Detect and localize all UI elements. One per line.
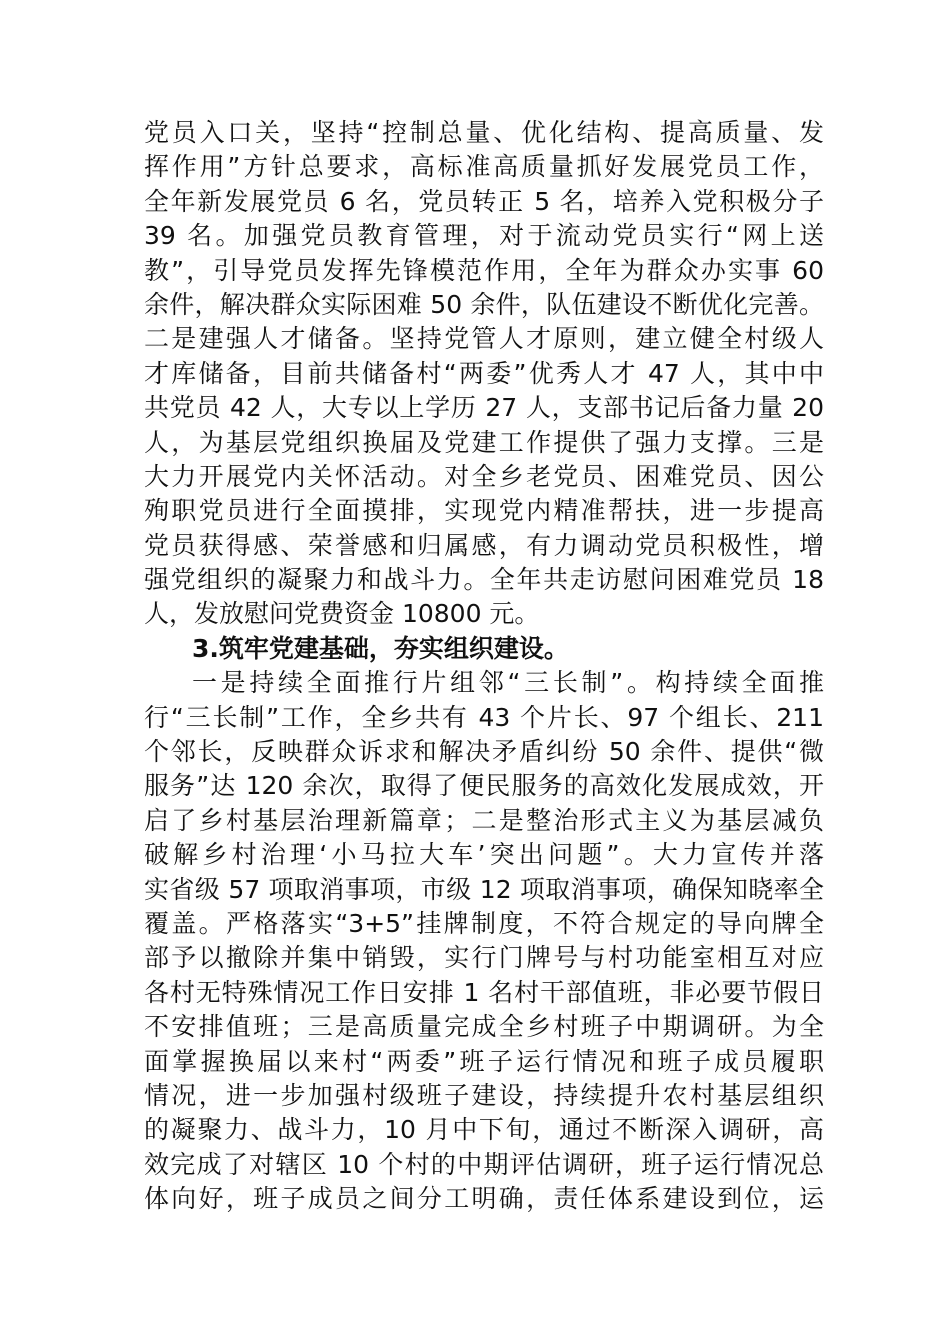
text-line: 强党组织的凝聚力和战斗力。全年共走访慰问困难党员 18 <box>144 565 824 595</box>
text-line: 的凝聚力、战斗力，10 月中下旬，通过不断深入调研，高 <box>144 1115 824 1145</box>
text-line: 才库储备，目前共储备村“两委”优秀人才 47 人，其中中 <box>144 358 824 388</box>
text-line: 共党员 42 人，大专以上学历 27 人，支部书记后备力量 20 <box>144 393 824 423</box>
text-line: 殉职党员进行全面摸排，实现党内精准帮扶，进一步提高 <box>144 496 824 526</box>
text-line: 覆盖。严格落实“3+5”挂牌制度，不符合规定的导向牌全 <box>144 908 824 938</box>
text-line: 部予以撤除并集中销毁，实行门牌号与村功能室相互对应 <box>144 943 824 973</box>
section-heading: 3.筑牢党建基础，夯实组织建设。 <box>192 633 569 663</box>
text-line: 破解乡村治理‘小马拉大车’突出问题”。大力宣传并落 <box>144 840 824 870</box>
text-line: 余件，解决群众实际困难 50 余件，队伍建设不断优化完善。 <box>144 289 824 319</box>
text-line: 效完成了对辖区 10 个村的中期评估调研，班子运行情况总 <box>144 1149 824 1179</box>
text-line: 行“三长制”工作，全乡共有 43 个片长、97 个组长、211 <box>144 702 824 732</box>
text-line: 面掌握换届以来村“两委”班子运行情况和班子成员履职 <box>144 1046 824 1076</box>
text-line: 挥作用”方针总要求，高标准高质量抓好发展党员工作， <box>144 152 824 182</box>
text-line: 二是建强人才储备。坚持党管人才原则，建立健全村级人 <box>144 324 824 354</box>
text-line: 一是持续全面推行片组邻“三长制”。构持续全面推 <box>192 668 824 698</box>
text-line: 个邻长，反映群众诉求和解决矛盾纠纷 50 余件、提供“微 <box>144 737 824 767</box>
text-line: 服务”达 120 余次，取得了便民服务的高效化发展成效，开 <box>144 771 824 801</box>
text-line: 情况，进一步加强村级班子建设，持续提升农村基层组织 <box>144 1080 824 1110</box>
text-line: 人，为基层党组织换届及党建工作提供了强力支撑。三是 <box>144 427 824 457</box>
text-line: 大力开展党内关怀活动。对全乡老党员、困难党员、因公 <box>144 461 824 491</box>
text-line: 教”，引导党员发挥先锋模范作用，全年为群众办实事 60 <box>144 255 824 285</box>
text-line: 党员获得感、荣誉感和归属感，有力调动党员积极性，增 <box>144 530 824 560</box>
text-line: 实省级 57 项取消事项，市级 12 项取消事项，确保知晓率全 <box>144 874 824 904</box>
text-line: 不安排值班；三是高质量完成全乡村班子中期调研。为全 <box>144 1012 824 1042</box>
text-line: 体向好，班子成员之间分工明确，责任体系建设到位，运 <box>144 1184 824 1214</box>
body-text <box>144 116 824 1217</box>
text-line: 39 名。加强党员教育管理，对于流动党员实行“网上送 <box>144 221 824 251</box>
text-line: 党员入口关，坚持“控制总量、优化结构、提高质量、发 <box>144 118 824 147</box>
text-line: 启了乡村基层治理新篇章；二是整治形式主义为基层减负 <box>144 805 824 835</box>
text-line: 人，发放慰问党费资金 10800 元。 <box>144 599 540 629</box>
text-line: 各村无特殊情况工作日安排 1 名村干部值班，非必要节假日 <box>144 977 824 1007</box>
text-line: 全年新发展党员 6 名，党员转正 5 名，培养入党积极分子 <box>144 186 824 216</box>
